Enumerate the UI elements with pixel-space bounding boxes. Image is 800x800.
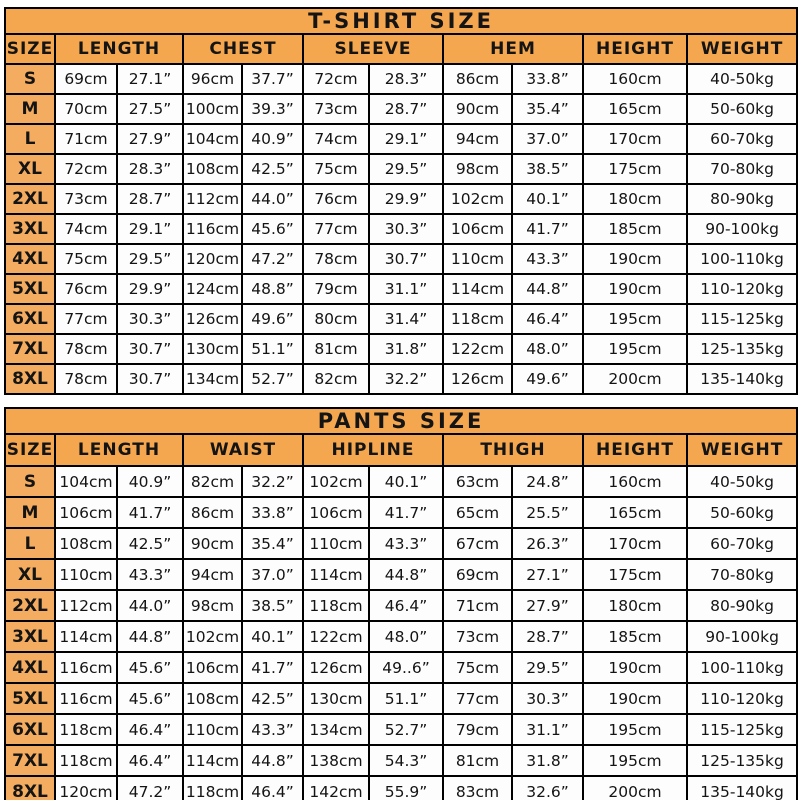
value-cell: 45.6” [242, 214, 303, 244]
value-cell: 126cm [183, 304, 242, 334]
value-cell: 71cm [443, 590, 512, 621]
value-cell: 81cm [303, 334, 369, 364]
size-cell: 6XL [5, 714, 55, 745]
column-header-thigh: THIGH [443, 434, 583, 466]
size-cell: 8XL [5, 776, 55, 800]
value-cell: 30.7” [117, 334, 183, 364]
value-cell: 185cm [583, 214, 687, 244]
value-cell: 29.1” [117, 214, 183, 244]
value-cell: 40-50kg [687, 64, 797, 94]
value-cell: 31.1” [369, 274, 443, 304]
pants-row-7xl [5, 745, 797, 776]
tshirt-row-l [5, 124, 797, 154]
value-cell: 110cm [183, 714, 242, 745]
value-cell: 78cm [55, 334, 117, 364]
value-cell: 106cm [55, 497, 117, 528]
value-cell: 108cm [183, 683, 242, 714]
value-cell: 104cm [183, 124, 242, 154]
value-cell: 90cm [443, 94, 512, 124]
value-cell: 35.4” [512, 94, 583, 124]
value-cell: 106cm [303, 497, 369, 528]
value-cell: 72cm [55, 154, 117, 184]
value-cell: 46.4” [512, 304, 583, 334]
value-cell: 134cm [303, 714, 369, 745]
value-cell: 37.0” [512, 124, 583, 154]
value-cell: 165cm [583, 94, 687, 124]
column-header-size: SIZE [5, 34, 55, 64]
value-cell: 180cm [583, 590, 687, 621]
value-cell: 160cm [583, 64, 687, 94]
value-cell: 180cm [583, 184, 687, 214]
value-cell: 28.7” [512, 621, 583, 652]
value-cell: 42.5” [242, 683, 303, 714]
value-cell: 32.2” [242, 466, 303, 497]
value-cell: 47.2” [242, 244, 303, 274]
value-cell: 37.7” [242, 64, 303, 94]
value-cell: 33.8” [242, 497, 303, 528]
value-cell: 32.6” [512, 776, 583, 800]
value-cell: 118cm [55, 714, 117, 745]
tshirt-row-7xl [5, 334, 797, 364]
value-cell: 190cm [583, 274, 687, 304]
value-cell: 73cm [303, 94, 369, 124]
value-cell: 86cm [183, 497, 242, 528]
value-cell: 48.0” [512, 334, 583, 364]
value-cell: 69cm [55, 64, 117, 94]
column-header-length: LENGTH [55, 34, 183, 64]
size-cell: 3XL [5, 621, 55, 652]
value-cell: 126cm [303, 652, 369, 683]
value-cell: 29.9” [117, 274, 183, 304]
value-cell: 83cm [443, 776, 512, 800]
size-cell: S [5, 466, 55, 497]
value-cell: 29.5” [369, 154, 443, 184]
value-cell: 32.2” [369, 364, 443, 394]
column-header-hem: HEM [443, 34, 583, 64]
tshirt-row-s [5, 64, 797, 94]
tshirt-row-5xl [5, 274, 797, 304]
value-cell: 108cm [183, 154, 242, 184]
tshirt-size-table [4, 7, 798, 395]
value-cell: 41.7” [369, 497, 443, 528]
value-cell: 98cm [183, 590, 242, 621]
value-cell: 38.5” [242, 590, 303, 621]
value-cell: 195cm [583, 304, 687, 334]
value-cell: 35.4” [242, 528, 303, 559]
column-header-size: SIZE [5, 434, 55, 466]
value-cell: 80-90kg [687, 184, 797, 214]
value-cell: 51.1” [369, 683, 443, 714]
value-cell: 125-135kg [687, 745, 797, 776]
value-cell: 102cm [443, 184, 512, 214]
size-cell: 6XL [5, 304, 55, 334]
value-cell: 49.6” [512, 364, 583, 394]
size-cell: 4XL [5, 244, 55, 274]
value-cell: 79cm [303, 274, 369, 304]
value-cell: 69cm [443, 559, 512, 590]
value-cell: 39.3” [242, 94, 303, 124]
value-cell: 86cm [443, 64, 512, 94]
value-cell: 25.5” [512, 497, 583, 528]
value-cell: 116cm [183, 214, 242, 244]
pants-row-3xl [5, 621, 797, 652]
value-cell: 100-110kg [687, 652, 797, 683]
value-cell: 170cm [583, 528, 687, 559]
value-cell: 185cm [583, 621, 687, 652]
value-cell: 108cm [55, 528, 117, 559]
column-header-height: HEIGHT [583, 34, 687, 64]
column-header-weight: WEIGHT [687, 34, 797, 64]
value-cell: 44.0” [117, 590, 183, 621]
value-cell: 48.0” [369, 621, 443, 652]
tshirt-row-8xl [5, 364, 797, 394]
value-cell: 31.8” [512, 745, 583, 776]
value-cell: 27.1” [512, 559, 583, 590]
column-header-waist: WAIST [183, 434, 303, 466]
value-cell: 106cm [443, 214, 512, 244]
value-cell: 63cm [443, 466, 512, 497]
value-cell: 78cm [303, 244, 369, 274]
value-cell: 40.1” [512, 184, 583, 214]
value-cell: 125-135kg [687, 334, 797, 364]
value-cell: 45.6” [117, 683, 183, 714]
pants-row-m [5, 497, 797, 528]
value-cell: 40.1” [242, 621, 303, 652]
value-cell: 118cm [303, 590, 369, 621]
pants-row-l [5, 528, 797, 559]
value-cell: 80cm [303, 304, 369, 334]
value-cell: 90-100kg [687, 214, 797, 244]
value-cell: 78cm [55, 364, 117, 394]
value-cell: 190cm [583, 683, 687, 714]
value-cell: 44.8” [369, 559, 443, 590]
value-cell: 134cm [183, 364, 242, 394]
value-cell: 41.7” [242, 652, 303, 683]
pants-size-table [4, 407, 798, 800]
size-cell: 5XL [5, 683, 55, 714]
value-cell: 77cm [443, 683, 512, 714]
value-cell: 27.5” [117, 94, 183, 124]
value-cell: 110cm [303, 528, 369, 559]
value-cell: 33.8” [512, 64, 583, 94]
value-cell: 48.8” [242, 274, 303, 304]
value-cell: 130cm [303, 683, 369, 714]
tshirt-row-4xl [5, 244, 797, 274]
value-cell: 54.3” [369, 745, 443, 776]
value-cell: 94cm [443, 124, 512, 154]
value-cell: 195cm [583, 334, 687, 364]
value-cell: 98cm [443, 154, 512, 184]
value-cell: 27.9” [512, 590, 583, 621]
value-cell: 30.7” [369, 244, 443, 274]
size-cell: 8XL [5, 364, 55, 394]
value-cell: 75cm [55, 244, 117, 274]
value-cell: 77cm [55, 304, 117, 334]
value-cell: 41.7” [512, 214, 583, 244]
value-cell: 31.4” [369, 304, 443, 334]
value-cell: 37.0” [242, 559, 303, 590]
value-cell: 195cm [583, 714, 687, 745]
value-cell: 52.7” [242, 364, 303, 394]
value-cell: 116cm [55, 652, 117, 683]
pants-row-2xl [5, 590, 797, 621]
pants-row-5xl [5, 683, 797, 714]
value-cell: 200cm [583, 364, 687, 394]
value-cell: 40.1” [369, 466, 443, 497]
pants-title-row [5, 408, 797, 434]
value-cell: 52.7” [369, 714, 443, 745]
column-header-sleeve: SLEEVE [303, 34, 443, 64]
value-cell: 29.5” [117, 244, 183, 274]
value-cell: 40-50kg [687, 466, 797, 497]
value-cell: 116cm [55, 683, 117, 714]
value-cell: 96cm [183, 64, 242, 94]
value-cell: 138cm [303, 745, 369, 776]
value-cell: 112cm [55, 590, 117, 621]
value-cell: 110-120kg [687, 274, 797, 304]
value-cell: 47.2” [117, 776, 183, 800]
value-cell: 55.9” [369, 776, 443, 800]
size-cell: 5XL [5, 274, 55, 304]
value-cell: 75cm [303, 154, 369, 184]
value-cell: 190cm [583, 652, 687, 683]
value-cell: 118cm [55, 745, 117, 776]
value-cell: 40.9” [242, 124, 303, 154]
value-cell: 70cm [55, 94, 117, 124]
value-cell: 42.5” [242, 154, 303, 184]
value-cell: 94cm [183, 559, 242, 590]
size-cell: 7XL [5, 334, 55, 364]
size-cell: M [5, 497, 55, 528]
column-header-height: HEIGHT [583, 434, 687, 466]
value-cell: 110-120kg [687, 683, 797, 714]
value-cell: 50-60kg [687, 497, 797, 528]
value-cell: 106cm [183, 652, 242, 683]
value-cell: 114cm [55, 621, 117, 652]
value-cell: 41.7” [117, 497, 183, 528]
value-cell: 72cm [303, 64, 369, 94]
value-cell: 102cm [303, 466, 369, 497]
value-cell: 43.3” [512, 244, 583, 274]
value-cell: 27.1” [117, 64, 183, 94]
value-cell: 73cm [55, 184, 117, 214]
column-header-hipline: HIPLINE [303, 434, 443, 466]
value-cell: 200cm [583, 776, 687, 800]
value-cell: 46.4” [117, 745, 183, 776]
size-cell: XL [5, 559, 55, 590]
value-cell: 44.8” [117, 621, 183, 652]
value-cell: 160cm [583, 466, 687, 497]
value-cell: 71cm [55, 124, 117, 154]
value-cell: 28.3” [117, 154, 183, 184]
value-cell: 30.3” [117, 304, 183, 334]
value-cell: 30.3” [512, 683, 583, 714]
value-cell: 70-80kg [687, 559, 797, 590]
value-cell: 102cm [183, 621, 242, 652]
value-cell: 114cm [443, 274, 512, 304]
value-cell: 135-140kg [687, 364, 797, 394]
value-cell: 27.9” [117, 124, 183, 154]
size-cell: L [5, 528, 55, 559]
value-cell: 30.7” [117, 364, 183, 394]
pants-row-s [5, 466, 797, 497]
value-cell: 60-70kg [687, 528, 797, 559]
value-cell: 50-60kg [687, 94, 797, 124]
value-cell: 43.3” [242, 714, 303, 745]
column-header-weight: WEIGHT [687, 434, 797, 466]
value-cell: 135-140kg [687, 776, 797, 800]
value-cell: 115-125kg [687, 714, 797, 745]
value-cell: 118cm [443, 304, 512, 334]
value-cell: 80-90kg [687, 590, 797, 621]
value-cell: 74cm [55, 214, 117, 244]
value-cell: 51.1” [242, 334, 303, 364]
size-cell: 2XL [5, 184, 55, 214]
size-cell: M [5, 94, 55, 124]
pants-row-4xl [5, 652, 797, 683]
value-cell: 124cm [183, 274, 242, 304]
column-header-length: LENGTH [55, 434, 183, 466]
pants-row-6xl [5, 714, 797, 745]
size-cell: 7XL [5, 745, 55, 776]
value-cell: 122cm [443, 334, 512, 364]
value-cell: 114cm [303, 559, 369, 590]
value-cell: 195cm [583, 745, 687, 776]
value-cell: 44.8” [242, 745, 303, 776]
tshirt-row-m [5, 94, 797, 124]
value-cell: 110cm [443, 244, 512, 274]
value-cell: 40.9” [117, 466, 183, 497]
value-cell: 67cm [443, 528, 512, 559]
value-cell: 43.3” [117, 559, 183, 590]
pants-table-title: PANTS SIZE [5, 408, 797, 434]
value-cell: 60-70kg [687, 124, 797, 154]
value-cell: 30.3” [369, 214, 443, 244]
value-cell: 76cm [303, 184, 369, 214]
tshirt-row-3xl [5, 214, 797, 244]
value-cell: 76cm [55, 274, 117, 304]
tshirt-row-xl [5, 154, 797, 184]
value-cell: 82cm [183, 466, 242, 497]
value-cell: 79cm [443, 714, 512, 745]
value-cell: 45.6” [117, 652, 183, 683]
value-cell: 175cm [583, 559, 687, 590]
value-cell: 82cm [303, 364, 369, 394]
value-cell: 29.9” [369, 184, 443, 214]
tshirt-row-6xl [5, 304, 797, 334]
value-cell: 31.8” [369, 334, 443, 364]
value-cell: 104cm [55, 466, 117, 497]
value-cell: 28.7” [369, 94, 443, 124]
value-cell: 100-110kg [687, 244, 797, 274]
size-cell: 2XL [5, 590, 55, 621]
size-cell: XL [5, 154, 55, 184]
value-cell: 170cm [583, 124, 687, 154]
value-cell: 165cm [583, 497, 687, 528]
pants-row-xl [5, 559, 797, 590]
size-cell: 3XL [5, 214, 55, 244]
tshirt-row-2xl [5, 184, 797, 214]
value-cell: 46.4” [369, 590, 443, 621]
value-cell: 175cm [583, 154, 687, 184]
tshirt-header-row [5, 34, 797, 64]
value-cell: 44.8” [512, 274, 583, 304]
value-cell: 120cm [183, 244, 242, 274]
value-cell: 90-100kg [687, 621, 797, 652]
tshirt-table-title: T-SHIRT SIZE [5, 8, 797, 34]
column-header-chest: CHEST [183, 34, 303, 64]
value-cell: 130cm [183, 334, 242, 364]
value-cell: 24.8” [512, 466, 583, 497]
value-cell: 46.4” [117, 714, 183, 745]
value-cell: 42.5” [117, 528, 183, 559]
value-cell: 112cm [183, 184, 242, 214]
value-cell: 115-125kg [687, 304, 797, 334]
value-cell: 100cm [183, 94, 242, 124]
size-cell: 4XL [5, 652, 55, 683]
value-cell: 28.3” [369, 64, 443, 94]
value-cell: 90cm [183, 528, 242, 559]
value-cell: 118cm [183, 776, 242, 800]
value-cell: 142cm [303, 776, 369, 800]
value-cell: 110cm [55, 559, 117, 590]
value-cell: 190cm [583, 244, 687, 274]
pants-header-row [5, 434, 797, 466]
value-cell: 73cm [443, 621, 512, 652]
value-cell: 120cm [55, 776, 117, 800]
value-cell: 29.1” [369, 124, 443, 154]
value-cell: 46.4” [242, 776, 303, 800]
value-cell: 31.1” [512, 714, 583, 745]
pants-row-8xl [5, 776, 797, 800]
value-cell: 114cm [183, 745, 242, 776]
value-cell: 74cm [303, 124, 369, 154]
value-cell: 77cm [303, 214, 369, 244]
size-cell: L [5, 124, 55, 154]
value-cell: 81cm [443, 745, 512, 776]
value-cell: 44.0” [242, 184, 303, 214]
value-cell: 70-80kg [687, 154, 797, 184]
value-cell: 29.5” [512, 652, 583, 683]
size-cell: S [5, 64, 55, 94]
value-cell: 65cm [443, 497, 512, 528]
value-cell: 126cm [443, 364, 512, 394]
tshirt-title-row [5, 8, 797, 34]
value-cell: 75cm [443, 652, 512, 683]
value-cell: 122cm [303, 621, 369, 652]
value-cell: 38.5” [512, 154, 583, 184]
value-cell: 28.7” [117, 184, 183, 214]
value-cell: 49..6” [369, 652, 443, 683]
value-cell: 43.3” [369, 528, 443, 559]
value-cell: 49.6” [242, 304, 303, 334]
value-cell: 26.3” [512, 528, 583, 559]
